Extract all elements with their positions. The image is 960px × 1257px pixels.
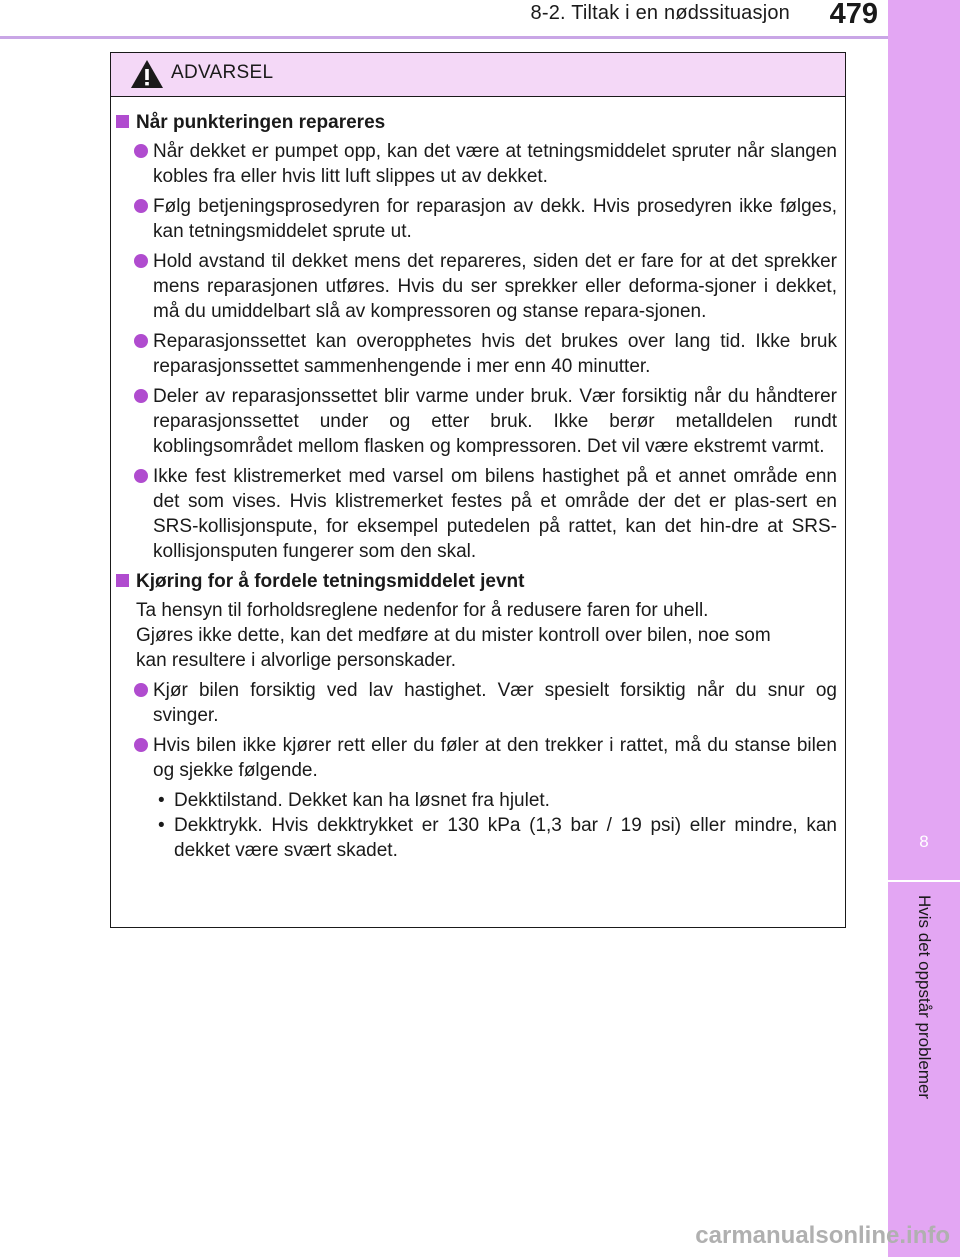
warning-box bbox=[110, 52, 846, 928]
chapter-divider bbox=[888, 880, 960, 882]
list-item: Ikke fest klistremerket med varsel om bilens hastighet på et annet område enn det som vises. Hvis klistremerket festes på et område der det er plas-sert en SRS-kollisjonspute, for eksempel putedelen på rattet, kan det hin-dre at SRS-kollisjonsputen fungerer som den skal. bbox=[116, 464, 837, 564]
small-bullet-icon: • bbox=[158, 815, 165, 836]
header-divider bbox=[0, 36, 888, 39]
chapter-title: Hvis det oppstår problemer bbox=[915, 895, 934, 1100]
warning-body bbox=[111, 97, 845, 863]
list-item: Kjør bilen forsiktig ved lav hastighet. Vær spesielt forsiktig når du snur og svinger. bbox=[116, 678, 837, 728]
dot-bullet-icon bbox=[134, 144, 148, 158]
intro-paragraph: Ta hensyn til forholdsreglene nedenfor for å redusere faren for uhell. Gjøres ikke dette, kan det medføre at du mister kontroll over bilen, noe som kan resultere i alvorlige personskader. bbox=[136, 600, 771, 671]
list-item: Deler av reparasjonssettet blir varme under bruk. Vær forsiktig når du håndterer reparasjonssettet under og etter bruk. Ikke berør metalldelen rundt koblingsområdet mellom flasken og kompressoren. Det vil være ekstremt varmt. bbox=[116, 384, 837, 459]
dot-bullet-icon bbox=[134, 334, 148, 348]
warning-header bbox=[111, 53, 845, 97]
list-item: Hvis bilen ikke kjører rett eller du føler at den trekker i rattet, må du stanse bilen og sjekke følgende. bbox=[116, 733, 837, 783]
warning-label: ADVARSEL bbox=[171, 62, 274, 83]
list-item: Når dekket er pumpet opp, kan det være at tetningsmiddelet spruter når slangen kobles fra eller hvis litt luft slippes ut av dekket. bbox=[116, 139, 837, 189]
sub-list-item: • Dekktilstand. Dekket kan ha løsnet fra hjulet. bbox=[158, 790, 550, 811]
list-item: Hold avstand til dekket mens det repareres, siden det er fare for at det sprekker mens reparasjonen utføres. Hvis du ser sprekker eller deforma-sjoner i dekket, må du umiddelbart slå av kompressoren og stanse repara-sjonen. bbox=[116, 249, 837, 324]
sub-list-item: • Dekktrykk. Hvis dekktrykket er 130 kPa (1,3 bar / 19 psi) eller mindre, kan dekket være svært skadet. bbox=[158, 815, 837, 861]
list-item: Reparasjonssettet kan overopphetes hvis det brukes over lang tid. Ikke bruk reparasjonssettet sammenhengende i mer enn 40 minutter. bbox=[116, 329, 837, 379]
watermark: carmanualsonline.info bbox=[695, 1222, 950, 1249]
warning-triangle-icon bbox=[130, 59, 164, 89]
chapter-number: 8 bbox=[919, 832, 929, 851]
dot-bullet-icon bbox=[134, 738, 148, 752]
dot-bullet-icon bbox=[134, 254, 148, 268]
list-item: Følg betjeningsprosedyren for reparasjon av dekk. Hvis prosedyren ikke følges, kan tetningsmiddelet sprute ut. bbox=[116, 194, 837, 244]
small-bullet-icon: • bbox=[158, 790, 165, 811]
dot-bullet-icon bbox=[134, 389, 148, 403]
square-bullet-icon bbox=[116, 115, 129, 128]
dot-bullet-icon bbox=[134, 469, 148, 483]
page-number: 479 bbox=[829, 0, 878, 30]
section-heading: Når punkteringen repareres bbox=[116, 110, 837, 135]
square-bullet-icon bbox=[116, 574, 129, 587]
section-title: 8-2. Tiltak i en nødssituasjon bbox=[530, 2, 790, 24]
section-heading: Kjøring for å fordele tetningsmiddelet jevnt bbox=[116, 569, 837, 594]
dot-bullet-icon bbox=[134, 199, 148, 213]
dot-bullet-icon bbox=[134, 683, 148, 697]
